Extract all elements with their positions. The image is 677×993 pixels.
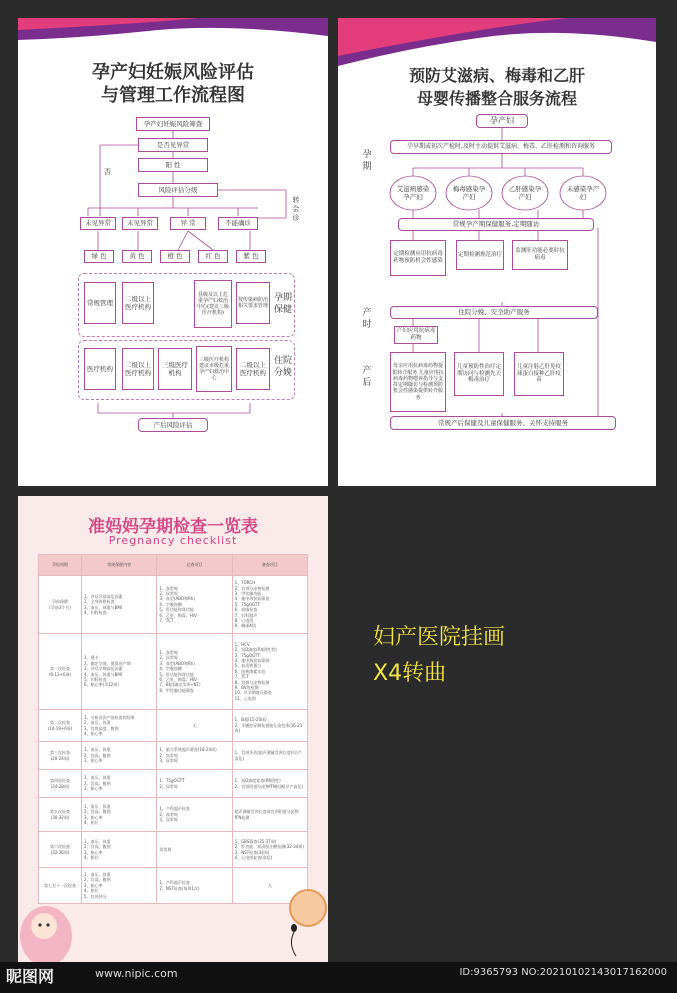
table-header: 备查项目 (232, 555, 307, 576)
cell: 1、血压、体重 2、宫高、腹围 3、胎心率 4、胎位 (82, 832, 157, 868)
cell: 1、宫颈评估(超声测量宫颈长度)(早产高危) (232, 742, 307, 770)
grading-box: 风险评估分级 (138, 183, 218, 197)
outcome-box: 未见异常 (122, 217, 158, 230)
color-yellow: 黄 色 (122, 250, 152, 263)
cell: 1、抗D滴度复查(Rh阴性) 2、宫颈阴道分泌物fFN检测(早产高危) (232, 770, 307, 798)
cell: 第五次检查 (30-32周) (39, 798, 82, 832)
cell: 第二次检查 (14-19+6周) (39, 710, 82, 742)
color-green: 绿 色 (84, 250, 114, 263)
post-hiv-box: 母亲应用抗病毒药物提供转介服务 儿童应用抗病毒药物喂养指导与支持定期随访与检测预防机会性感染提供转介服务 (390, 352, 446, 412)
routine-box: 常规孕产期保健服务,定期随访 (398, 218, 594, 231)
table-row (39, 634, 308, 710)
poster2-title-line2: 母婴传播整合服务流程 (416, 89, 577, 108)
watermark-site[interactable]: www.nipic.com (95, 967, 178, 980)
cell: 1、血压、体重 2、宫高、腹围 3、胎心率 4、胎位 5、宫颈评分 (82, 868, 157, 904)
poster1-title-line2: 与管理工作流程图 (101, 85, 245, 106)
cell: 1、HCV 2、抗D滴度(Rh阴性者) 3、75gOGTT 4、地中海贫血筛查 5、血清铁蛋白 6、结核菌素实验 7、TCT 8、宫颈分泌物检测 9、BV的检测 10、早孕期唐氏筛查 11、心电图 (232, 634, 307, 710)
suspect-box: 是否见异常 (138, 138, 208, 152)
caption-line1: 妇产医院挂画 (373, 625, 506, 650)
poster-risk-assessment (18, 18, 328, 486)
stage-pregnancy: 孕期 (362, 150, 372, 172)
row2-cell: 三级医疗机构建议市级危重孕产妇救治中心 (196, 346, 232, 392)
table-row (39, 832, 308, 868)
outcome-box: 异 常 (170, 217, 206, 230)
table-header: 常规保健内容 (82, 555, 157, 576)
table-header: 必查项目 (157, 555, 232, 576)
color-purple: 紫 色 (236, 250, 266, 263)
table-row (39, 710, 308, 742)
color-red: 红 色 (198, 250, 228, 263)
pregnancy-care-label: 孕期保健 (273, 293, 292, 315)
cell: 1、建卡 2、确定孕周、推算预产期 3、评估孕期高危因素 4、血压、体重与BMI 5、妇科检查 6、胎心率(孕12周) (82, 634, 157, 710)
transfer-label: 转会诊 (292, 196, 300, 223)
cell: 孕前保健 (孕前3个月) (39, 576, 82, 634)
outcome-box: 不能确诊 (218, 217, 258, 230)
table-row (39, 798, 308, 832)
treat-hepb-box: 监测肝功能必要时抗病毒 (512, 240, 568, 270)
checklist-subtitle: Pregnancy checklist (108, 534, 238, 547)
cell: 1、GBS筛查(35-37周) 2、肝功能、血清胆汁酸检测(32-34周) 3、NST检查(34周) 4、心电图复查(高危) (232, 832, 307, 868)
cell: 1、血压、体重 2、宫高、腹围 3、胎心率 4、胎位 (82, 798, 157, 832)
cell: 第六次检查 (32-36周) (39, 832, 82, 868)
sperm-egg-illustration (278, 886, 328, 964)
poster-hiv-prevention (338, 18, 656, 486)
cell: 1、血常规 2、尿常规 3、血型(ABO和Rh) 4、空腹血糖 5、肝功能和肾功能 6、乙肝、梅毒、HIV 7、B超(确定孕周+NT) 8、甲状腺功能筛查 (157, 634, 232, 710)
treat-hiv-box: 定期检测应用抗病毒药物预防机会性感染 (390, 240, 446, 276)
row1-cell: 二级以上医疗机构 (122, 282, 154, 324)
cell: 1、TORCH 2、宫颈分泌物检测 3、甲状腺功能 4、地中海贫血筛查 5、75gOGTT 6、血脂检查 7、妇科超声 8、心电图 9、胸部X线 (232, 576, 307, 634)
cell: 超声测量宫颈长度或宫颈阴道分泌物fFN检测 (232, 798, 307, 832)
outcome-box: 未见异常 (80, 217, 116, 230)
cell: 尿常规 (157, 832, 232, 868)
cell: 1、产科超声检查 2、血常规 3、尿常规 (157, 798, 232, 832)
poster-pregnancy-checklist (18, 496, 328, 964)
row1-cell: 县级及以上危重孕产妇救治中心(建议三级医疗机构) (194, 280, 232, 328)
cell: 1、分析首次产前检查的结果 2、血压、体重 3、宫底高度、腹围 4、胎心率 (82, 710, 157, 742)
table-row (39, 742, 308, 770)
checklist-table (38, 554, 308, 904)
woman-hiv: 艾滋病感染孕产妇 (396, 184, 430, 201)
row2-cell: 二级以上医疗机构 (236, 348, 270, 390)
cell: 1、胎儿系统超声筛查(18-24周) 2、血常规 3、尿常规 (157, 742, 232, 770)
watermark-id: ID:9365793 NO:20210102143017162000 (459, 967, 667, 978)
arv-box: 产妇应用抗病毒药物 (394, 326, 438, 344)
stage-delivery: 产时 (362, 308, 372, 330)
row2-cell: 医疗机构 (84, 348, 116, 390)
post-hepb-box: 儿童注射乙肝免疫球蛋白接种乙肝疫苗 (514, 352, 564, 396)
woman-uninfected: 未感染孕产妇 (566, 184, 600, 201)
table-header: 孕检周期 (39, 555, 82, 576)
cell: 1、评估孕前高危因素 2、全身体格检查 3、血压、体重与BMI 4、妇科检查 (82, 576, 157, 634)
cell: 第七至十一次检查 (39, 868, 82, 904)
cell: 1、B超(15-20周) 2、羊膜腔穿刺检查胎儿染色体(16-21周) (232, 710, 307, 742)
color-orange: 橙 色 (160, 250, 190, 263)
end-box: 产后风险评估 (138, 418, 208, 432)
hospital-box: 住院分娩、安全助产服务 (390, 306, 598, 319)
positive-box: 阳 性 (138, 158, 208, 172)
baby-illustration (18, 896, 88, 964)
cell: 1、血压、体重 2、宫高、腹围 3、胎心率 (82, 770, 157, 798)
cell: 无 (232, 868, 307, 904)
watermark-logo: 昵图网 (6, 967, 55, 986)
post-syphilis-box: 儿童预防性治疗定期访问与检测先天梅毒治疗 (454, 352, 504, 396)
cell: 1、血常规 2、尿常规 3、血型(ABO和Rh) 4、空腹血糖 5、肝功能和肾功能 6、乙肝、梅毒、HIV 7、TCT (157, 576, 232, 634)
cell: 1、75gOGTT 2、尿常规 (157, 770, 232, 798)
no-label: 否 (104, 168, 111, 176)
cell: 1、产科超声检查 2、NST检查(每周1次) (157, 868, 232, 904)
table-header-row (39, 555, 308, 576)
row1-cell: 按传染病防治相关要求管理 (236, 282, 270, 324)
cell: 第四次检查 (24-28周) (39, 770, 82, 798)
row2-cell: 二级以上医疗机构 (122, 348, 154, 390)
checklist-title: 准妈妈孕期检查一览表 (88, 517, 258, 537)
poster1-title-line1: 孕产妇妊娠风险评估 (92, 62, 254, 83)
cell: 第三次检查 (20-24周) (39, 742, 82, 770)
row2-cell: 三级医疗机构 (158, 348, 192, 390)
cell: 无 (157, 710, 232, 742)
table-row (39, 576, 308, 634)
woman-syphilis: 梅毒感染孕产妇 (452, 184, 486, 201)
table-row (39, 770, 308, 798)
poster2-title-line1: 预防艾滋病、梅毒和乙肝 (408, 66, 585, 85)
row1-cell: 常规管理 (84, 282, 116, 324)
cell: 1、血压、体重 2、宫高、腹围 3、胎心率 (82, 742, 157, 770)
screen-box: 孕产妇妊娠风险筛查 (136, 117, 210, 131)
cell: 第一次检查 (6-13+6周) (39, 634, 82, 710)
stage-postpartum: 产后 (362, 366, 372, 388)
woman-hepb: 乙肝感染孕产妇 (508, 184, 542, 201)
final-box: 常规产后保健及儿童保健服务、关怀支持服务 (390, 416, 616, 430)
caption-line2: X4转曲 (373, 661, 447, 686)
step1-box: 孕早期或初次产检时,及时主动提供艾滋病、梅毒、乙肝检测和咨询服务 (390, 140, 612, 154)
delivery-label: 住院分娩 (273, 356, 292, 378)
treat-syphilis-box: 定期检测规范治疗 (456, 240, 504, 270)
start-box: 孕产妇 (476, 114, 528, 128)
